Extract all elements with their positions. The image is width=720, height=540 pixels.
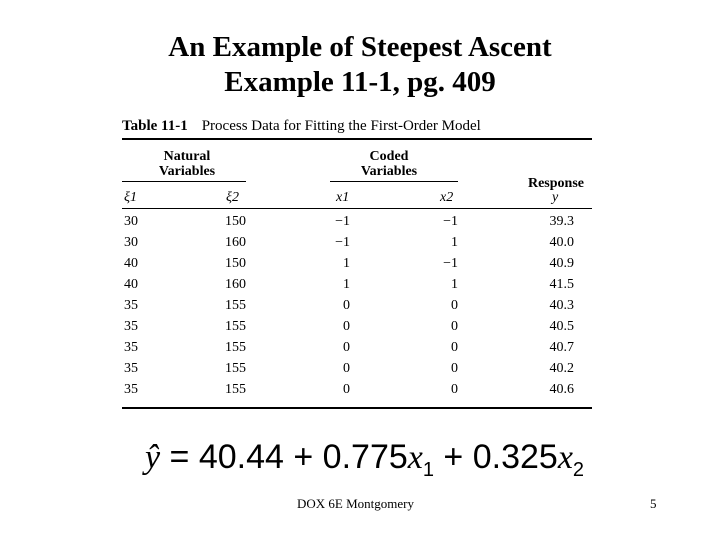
table-cell: 0 xyxy=(343,340,350,355)
table-cell: −1 xyxy=(443,214,458,229)
table-cell: 0 xyxy=(343,319,350,334)
table-cell: 30 xyxy=(124,235,138,250)
table-cell: 0 xyxy=(451,340,458,355)
title-line-2: Example 11-1, pg. 409 xyxy=(224,66,496,98)
table-number: Table 11-1 xyxy=(122,118,188,134)
coded-variables-header: Coded Variables xyxy=(360,149,418,179)
table-cell: 150 xyxy=(225,256,246,271)
table-cell: 0 xyxy=(451,382,458,397)
var-x2: x xyxy=(557,439,573,476)
table-cell: 155 xyxy=(225,382,246,397)
natural-underline xyxy=(122,181,246,182)
regression-equation xyxy=(145,438,584,482)
table-cell: −1 xyxy=(335,235,350,250)
table-cell: 40.3 xyxy=(549,298,574,313)
table-cell: 30 xyxy=(124,214,138,229)
table-cell: 155 xyxy=(225,298,246,313)
table-cell: 35 xyxy=(124,340,138,355)
equation-part-2: + 0.325 xyxy=(433,438,558,476)
table-top-rule xyxy=(122,138,592,140)
table-cell: 150 xyxy=(225,214,246,229)
table-cell: 40.2 xyxy=(549,361,574,376)
equation-part-1: = 40.44 + 0.775 xyxy=(160,438,408,476)
table-cell: 40 xyxy=(124,256,138,271)
table-cell: 40.0 xyxy=(549,235,574,250)
response-header: Response xyxy=(527,176,584,191)
subscript-2: 2 xyxy=(572,458,585,481)
coded-underline xyxy=(330,181,458,182)
var-x1: x xyxy=(407,439,423,476)
table-cell: 35 xyxy=(124,298,138,313)
table-cell: −1 xyxy=(335,214,350,229)
title-line-1: An Example of Steepest Ascent xyxy=(168,31,552,63)
table-cell: 0 xyxy=(451,361,458,376)
table-cell: 155 xyxy=(225,361,246,376)
table-cell: 160 xyxy=(225,277,246,292)
table-cell: 160 xyxy=(225,235,246,250)
table-cell: 0 xyxy=(451,298,458,313)
table-cell: 0 xyxy=(343,382,350,397)
table-cell: 40 xyxy=(124,277,138,292)
table-cell: 155 xyxy=(225,340,246,355)
table-cell: 155 xyxy=(225,319,246,334)
table-cell: 41.5 xyxy=(549,277,574,292)
page-number: 5 xyxy=(650,496,657,511)
table-cell: 39.3 xyxy=(549,214,574,229)
table-cell: 40.9 xyxy=(549,256,574,271)
table-cell: 0 xyxy=(343,361,350,376)
table-bottom-rule xyxy=(122,407,592,409)
y-hat: ŷ xyxy=(145,439,161,476)
table-cell: 1 xyxy=(343,256,350,271)
natural-variables-header: Natural Variables xyxy=(158,149,216,179)
table-cell: 1 xyxy=(343,277,350,292)
col-header-xi2: ξ2 xyxy=(226,190,239,205)
table-caption xyxy=(122,118,481,135)
table-cell: 1 xyxy=(451,235,458,250)
table-cell: 40.5 xyxy=(549,319,574,334)
table-caption-text: Process Data for Fitting the First-Order Model xyxy=(201,118,481,134)
subscript-1: 1 xyxy=(422,458,434,481)
slide-title xyxy=(0,30,720,100)
table-cell: 35 xyxy=(124,319,138,334)
table-cell: 40.6 xyxy=(549,382,574,397)
table-cell: 0 xyxy=(451,319,458,334)
table-cell: 35 xyxy=(124,361,138,376)
table-cell: 1 xyxy=(451,277,458,292)
table-cell: −1 xyxy=(443,256,458,271)
col-header-x1: x1 xyxy=(336,190,350,205)
process-data-table xyxy=(122,114,592,412)
col-header-y: y xyxy=(552,190,559,205)
header-bottom-rule xyxy=(122,208,592,209)
table-cell: 40.7 xyxy=(549,340,574,355)
col-header-x2: x2 xyxy=(440,190,454,205)
col-header-xi1: ξ1 xyxy=(124,190,137,205)
table-cell: 0 xyxy=(343,298,350,313)
table-cell: 35 xyxy=(124,382,138,397)
footer-text: DOX 6E Montgomery xyxy=(297,496,414,511)
